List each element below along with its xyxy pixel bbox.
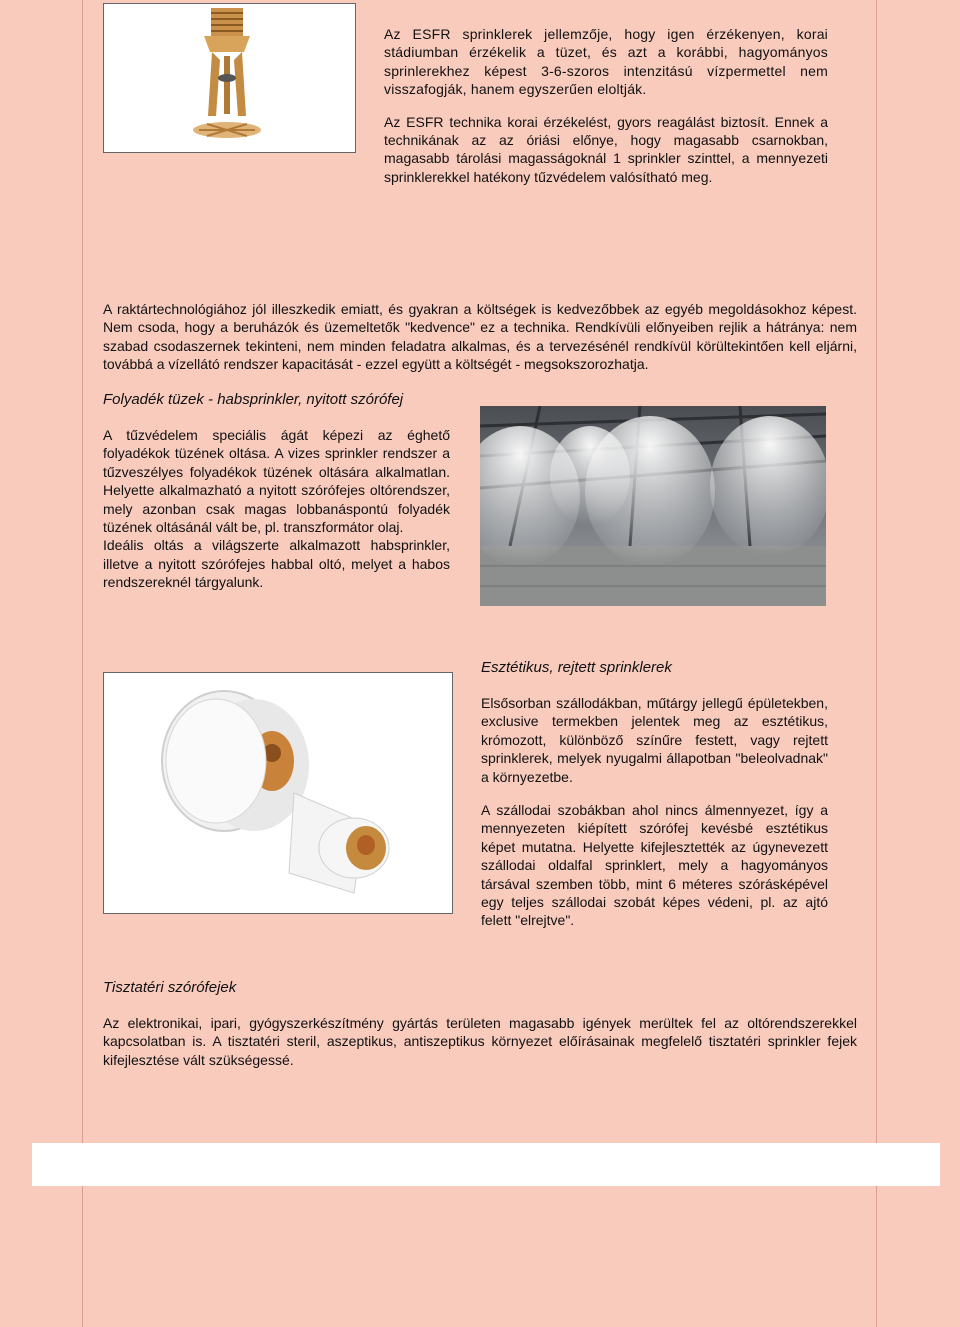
footer-band	[32, 1143, 940, 1186]
cleanroom-paragraph: Az elektronikai, ipari, gyógyszerkészítmény gyártás területen magasabb igények merültek fel az oltórendszerekkel kapcsolatban is. A tisztatéri steril, aszeptikus, antiszeptikus környezet előírásainak megfelelő tisztatéri sprinkler fejek kifejlesztése vált szükségessé.	[103, 1015, 857, 1068]
aesthetic-paragraph-1: Elsősorban szállodákban, műtárgy jellegű épületekben, exclusive termekben jelentek meg az esztétikus, krómozott, különböző színűre festett, vagy rejtett sprinklerek, melyek nyugalmi állapotban "beleolvadnak" a környezetbe.	[481, 695, 828, 785]
cleanroom-text	[103, 1014, 857, 1069]
foam-paragraph-1: A tűzvédelem speciális ágát képezi az éghető folyadékok tüzének oltása. A vizes sprinkler rendszer a tűzveszélyes folyadékok tüzének oltására alkalmatlan. Helyette alkalmazható a nyitott szórófejes oltórendszer, mely azonban csak magas lobbanáspontú folyadék tüzének oltásánál vált be, pl. transzformátor olaj.	[103, 427, 450, 536]
concealed-sprinkler-image	[103, 672, 453, 914]
foam-heading: Folyadék tüzek - habsprinkler, nyitott szórófej	[103, 391, 404, 408]
sprinkler-head-image	[103, 3, 356, 153]
foam-text	[103, 426, 450, 592]
esfr-paragraph-2: Az ESFR technika korai érzékelést, gyors reagálást biztosít. Ennek a technikának az az óriási előnye, hogy magasabb csarnokban, magasabb tárolási magasságoknál 1 sprinkler szinttel, a mennyezeti sprinklerekkel hatékony tűzvédelem valósítható meg.	[384, 113, 828, 185]
aesthetic-paragraph-2: A szállodai szobákban ahol nincs álmennyezet, így a mennyezeten kiépített szórófej kevésbé esztétikus képet mutatna. Helyette kifejlesztették az úgynevezett szállodai oldalfal sprinklert, mely a hagyományos társával szemben több, mint 6 méteres szórásképével egy teljes szállodai szobát képes védeni, pl. az ajtó felett "elrejtve".	[481, 802, 828, 929]
right-margin-line	[876, 0, 877, 1327]
warehouse-paragraph: A raktártechnológiához jól illeszkedik emiatt, és gyakran a költségek is kedvezőbbek az egyéb megoldásokhoz képest. Nem csoda, hogy a beruházók és üzemeltetők "kedvence" ez a technika. Rendkívüli előnyeiben rejlik a hátránya: nem szabad csodaszernek tekinteni, nem minden feladatra alkalmas, és a tervezésénél rendkívül körültekintően kell eljárni, továbbá a vízellátó rendszer kapacitását - ezzel együtt a költségét - megsokszorozhatja.	[103, 301, 857, 373]
warehouse-text	[103, 300, 857, 374]
esfr-text	[384, 25, 828, 186]
aesthetic-text	[481, 694, 828, 930]
warehouse-spray-image	[480, 406, 826, 606]
left-margin-line	[82, 0, 83, 1327]
esfr-paragraph-1: Az ESFR sprinklerek jellemzője, hogy igen érzékenyen, korai stádiumban érzékelik a tüzet, és azt a korábbi, hagyományos sprinlerekhez képest 3-6-szoros intenzitású vízpermettel nem visszafogják, hanem egyszerűen eloltják.	[384, 26, 828, 98]
aesthetic-heading: Esztétikus, rejtett sprinklerek	[481, 659, 672, 676]
cleanroom-heading: Tisztatéri szórófejek	[103, 979, 237, 996]
foam-paragraph-2: Ideális oltás a világszerte alkalmazott habsprinkler, illetve a nyitott szórófejes habbal oltó, melyet a habos rendszereknél tárgyalunk.	[103, 537, 450, 591]
